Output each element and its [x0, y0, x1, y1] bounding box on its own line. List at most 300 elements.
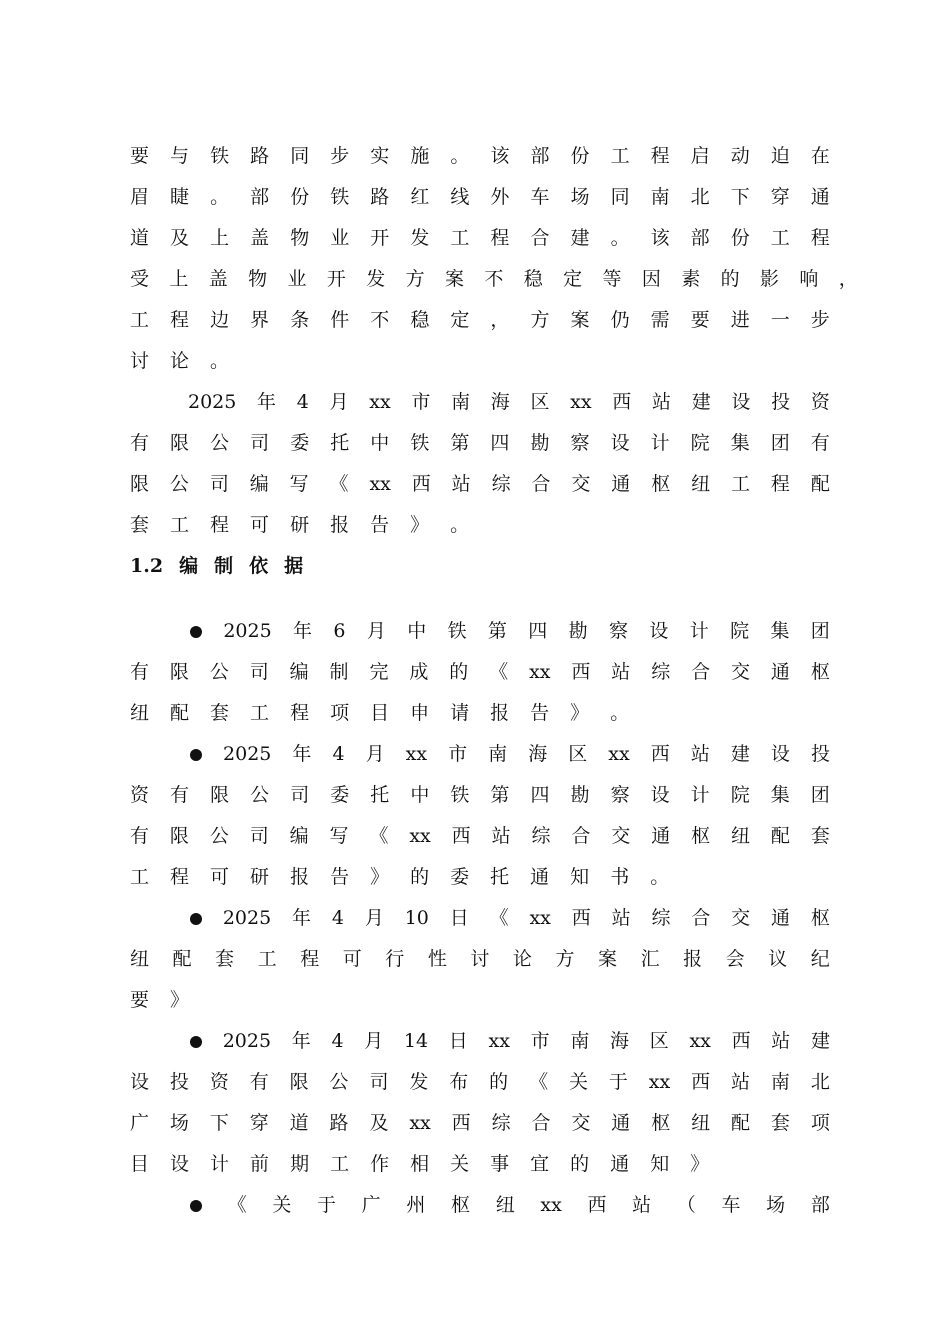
text-token: 站 — [491, 825, 511, 847]
text-token: 投 — [810, 743, 830, 765]
text-token: 月 — [364, 907, 384, 929]
text-token: 综 — [491, 473, 511, 495]
text-token: 公 — [250, 784, 270, 806]
text-token: 站 — [731, 1071, 751, 1093]
text-token: 项 — [810, 1112, 830, 1134]
text-token: 场 — [766, 1194, 786, 1216]
text-token: 汇 — [640, 948, 660, 970]
text-token: 部 — [530, 145, 550, 167]
text-token: 通 — [770, 661, 790, 683]
text-token: 路 — [329, 1112, 349, 1134]
text-token: 设 — [610, 432, 630, 454]
text-token: 2025 — [223, 743, 272, 765]
text-token: 车 — [530, 186, 550, 208]
text-token: 勘 — [568, 620, 588, 642]
text-token: 纽 — [130, 702, 150, 724]
text-token: 期 — [290, 1153, 310, 1175]
text-token: 制 — [214, 555, 234, 577]
text-token: 的 — [410, 866, 430, 888]
text-token: 程 — [170, 866, 190, 888]
text-token: 计 — [690, 784, 710, 806]
text-token: 配 — [170, 702, 190, 724]
text-token: ， — [838, 268, 858, 290]
text-token: 道 — [289, 1112, 309, 1134]
text-token: 通 — [610, 1153, 630, 1175]
text-token: 四 — [528, 620, 548, 642]
text-token: 枢 — [810, 661, 830, 683]
text-token: 勘 — [530, 432, 550, 454]
text-token: 目 — [370, 702, 390, 724]
text-token: 合 — [571, 825, 591, 847]
text-token: 论 — [512, 948, 532, 970]
text-token: 。 — [450, 145, 470, 167]
text-token: 配 — [731, 1112, 751, 1134]
text-token: 睫 — [170, 186, 190, 208]
text-token: 《 — [227, 1194, 247, 1216]
text-token: 案 — [445, 268, 465, 290]
text-token: 编 — [289, 661, 309, 683]
text-token: 外 — [490, 186, 510, 208]
text-token: 份 — [290, 186, 310, 208]
text-token: 程 — [490, 227, 510, 249]
text-token: 计 — [689, 620, 709, 642]
text-token: 交 — [571, 1112, 591, 1134]
text-token: 四 — [490, 432, 510, 454]
text-token: 《 — [329, 473, 349, 495]
text-token: 程 — [650, 145, 670, 167]
text-token: 铁 — [210, 145, 230, 167]
text-token: 西 — [451, 1112, 471, 1134]
text-token: 份 — [570, 145, 590, 167]
text-token: xx — [405, 743, 428, 765]
bullet-item-line — [130, 1185, 830, 1226]
text-line — [130, 857, 830, 898]
text-token: 》 — [170, 989, 190, 1011]
text-token: 2025 — [223, 620, 272, 642]
text-token: 关 — [272, 1194, 292, 1216]
text-token: 海 — [528, 743, 548, 765]
text-token: xx — [488, 1030, 510, 1052]
bullet-dot-icon — [190, 1036, 202, 1048]
text-token: 》 — [410, 514, 430, 536]
text-token: 的 — [489, 1071, 509, 1093]
text-token: 团 — [810, 620, 830, 642]
text-token: 枢 — [810, 907, 830, 929]
text-token: xx — [529, 661, 551, 683]
text-token: 事 — [490, 1153, 510, 1175]
text-token: 论 — [170, 350, 190, 372]
text-token: xx — [689, 1030, 711, 1052]
text-token: 设 — [650, 784, 670, 806]
text-token: 据 — [284, 555, 304, 577]
text-token: 。 — [610, 702, 630, 724]
text-token: 同 — [290, 145, 310, 167]
text-token: 西 — [571, 661, 591, 683]
text-token: 相 — [410, 1153, 430, 1175]
text-token: 可 — [342, 948, 362, 970]
text-token: 纽 — [130, 948, 150, 970]
text-token: 上 — [169, 268, 189, 290]
text-token: 建 — [570, 227, 590, 249]
text-token: 讨 — [470, 948, 490, 970]
text-token: 车 — [721, 1194, 741, 1216]
text-token: 进 — [730, 309, 750, 331]
text-token: 限 — [169, 825, 189, 847]
text-token: 司 — [209, 473, 229, 495]
text-token: 道 — [130, 227, 150, 249]
text-token: 及 — [170, 227, 190, 249]
text-token: 西 — [650, 743, 670, 765]
text-token: 计 — [650, 432, 670, 454]
text-token: 工 — [330, 1153, 350, 1175]
text-token: 编 — [249, 473, 269, 495]
text-token: 发 — [410, 227, 430, 249]
text-token: 月 — [366, 620, 386, 642]
text-token: 因 — [641, 268, 661, 290]
text-token: 关 — [568, 1071, 588, 1093]
text-token: 四 — [530, 784, 550, 806]
text-token: 托 — [490, 866, 510, 888]
text-token: 工 — [250, 702, 270, 724]
text-token: 报 — [683, 948, 703, 970]
text-token: 在 — [810, 145, 830, 167]
text-token: 工 — [130, 866, 150, 888]
text-line — [130, 693, 830, 734]
text-token: 有 — [130, 432, 150, 454]
text-token: 有 — [130, 661, 150, 683]
text-token: 枢 — [691, 825, 711, 847]
text-token: 的 — [570, 1153, 590, 1175]
text-token: 线 — [450, 186, 470, 208]
text-token: 业 — [330, 227, 350, 249]
text-token: 站 — [632, 1194, 652, 1216]
text-token: 程 — [210, 514, 230, 536]
text-token: 北 — [690, 186, 710, 208]
text-token: 界 — [250, 309, 270, 331]
text-token: 4 — [331, 907, 344, 929]
text-token: 成 — [409, 661, 429, 683]
text-token: 司 — [249, 661, 269, 683]
text-token: 报 — [490, 702, 510, 724]
text-token: 托 — [370, 784, 390, 806]
text-line — [130, 775, 830, 816]
text-token: 纪 — [810, 948, 830, 970]
text-token: 目 — [130, 1153, 150, 1175]
text-token: 前 — [250, 1153, 270, 1175]
text-token: 步 — [810, 309, 830, 331]
text-token: 14 — [403, 1030, 429, 1052]
text-token: 西 — [612, 391, 632, 413]
text-token: 程 — [170, 309, 190, 331]
text-token: xx — [409, 825, 431, 847]
text-token: 份 — [730, 227, 750, 249]
text-token: 定 — [563, 268, 583, 290]
text-token: 交 — [731, 907, 751, 929]
text-token: 一 — [770, 309, 790, 331]
text-token: 程 — [770, 473, 790, 495]
text-token: 限 — [289, 1071, 309, 1093]
text-token: 中 — [370, 432, 390, 454]
text-token: 通 — [611, 1112, 631, 1134]
text-token: 配 — [770, 825, 790, 847]
text-token: 。 — [210, 350, 230, 372]
text-token: 市 — [411, 391, 431, 413]
text-token: 站 — [771, 1030, 791, 1052]
text-token: 限 — [210, 784, 230, 806]
text-token: 部 — [810, 1194, 830, 1216]
text-token: 等 — [602, 268, 622, 290]
text-token: 综 — [491, 1112, 511, 1134]
text-token: 发 — [409, 1071, 429, 1093]
text-token: 南 — [570, 1030, 590, 1052]
text-token: 盖 — [208, 268, 228, 290]
text-token: 西 — [691, 1071, 711, 1093]
text-token: 第 — [490, 784, 510, 806]
text-token: 区 — [568, 743, 588, 765]
text-token: 州 — [406, 1194, 426, 1216]
text-token: 书 — [610, 866, 630, 888]
text-token: 套 — [210, 702, 230, 724]
text-token: 响 — [799, 268, 819, 290]
text-line — [130, 1062, 830, 1103]
text-token: 部 — [250, 186, 270, 208]
text-token: 合 — [691, 907, 711, 929]
text-token: 日 — [449, 907, 469, 929]
text-token: 月 — [365, 743, 385, 765]
text-token: 会 — [725, 948, 745, 970]
text-token: 》 — [570, 702, 590, 724]
text-token: 纽 — [731, 825, 751, 847]
text-token: 合 — [691, 661, 711, 683]
text-token: 建 — [810, 1030, 830, 1052]
text-token: 4 — [332, 743, 345, 765]
text-token: 资 — [810, 391, 830, 413]
text-line — [130, 341, 830, 382]
text-token: 纽 — [691, 1112, 711, 1134]
text-token: 告 — [530, 702, 550, 724]
text-token: 综 — [651, 661, 671, 683]
text-line — [130, 816, 830, 857]
text-token: 铁 — [450, 784, 470, 806]
text-token: 设 — [649, 620, 669, 642]
text-token: xx — [570, 391, 592, 413]
text-token: 2025 — [188, 391, 237, 413]
text-token: 场 — [570, 186, 590, 208]
text-token: 上 — [210, 227, 230, 249]
text-token: 南 — [770, 1071, 790, 1093]
text-token: 案 — [570, 309, 590, 331]
text-token: 不 — [370, 309, 390, 331]
text-token: 可 — [210, 866, 230, 888]
text-token: 穿 — [249, 1112, 269, 1134]
text-token: 实 — [370, 145, 390, 167]
text-token: 于 — [317, 1194, 337, 1216]
text-token: 院 — [730, 620, 750, 642]
text-token: 布 — [449, 1071, 469, 1093]
text-token: 《 — [529, 1071, 549, 1093]
text-token: 路 — [250, 145, 270, 167]
text-token: xx — [608, 743, 630, 765]
text-token: 该 — [650, 227, 670, 249]
text-token: 有 — [249, 1071, 269, 1093]
text-token: 有 — [810, 432, 830, 454]
text-token: 通 — [651, 825, 671, 847]
text-token: 稳 — [410, 309, 430, 331]
text-token: 南 — [488, 743, 508, 765]
text-token: 不 — [484, 268, 504, 290]
text-token: 工 — [610, 145, 630, 167]
text-token: 司 — [290, 784, 310, 806]
text-token: 可 — [250, 514, 270, 536]
text-token: 察 — [570, 432, 590, 454]
text-token: 设 — [731, 391, 751, 413]
text-token: ， — [490, 309, 510, 331]
text-token: 稳 — [523, 268, 543, 290]
text-token: 套 — [770, 1112, 790, 1134]
text-line — [130, 259, 858, 300]
text-token: 与 — [170, 145, 190, 167]
text-token: 工 — [170, 514, 190, 536]
text-token: 限 — [170, 432, 190, 454]
text-token: 程 — [300, 948, 320, 970]
text-token: 枢 — [651, 473, 671, 495]
text-token: 的 — [720, 268, 740, 290]
text-token: 10 — [404, 907, 429, 929]
text-token: 盖 — [250, 227, 270, 249]
text-token: 于 — [608, 1071, 628, 1093]
text-token: 年 — [293, 620, 313, 642]
text-token: 申 — [410, 702, 430, 724]
bullet-item-line — [130, 1021, 830, 1062]
text-token: 方 — [530, 309, 550, 331]
text-token: xx — [529, 907, 551, 929]
text-token: xx — [369, 473, 391, 495]
text-token: 站 — [451, 473, 471, 495]
text-token: 知 — [570, 866, 590, 888]
text-token: 施 — [410, 145, 430, 167]
text-token: 条 — [290, 309, 310, 331]
text-token: 讨 — [130, 350, 150, 372]
text-token: 铁 — [447, 620, 467, 642]
text-token: 交 — [571, 473, 591, 495]
text-token: 广 — [130, 1112, 150, 1134]
text-token: 西 — [571, 907, 591, 929]
text-token: 工 — [770, 227, 790, 249]
text-token: 眉 — [130, 186, 150, 208]
text-token: 站 — [690, 743, 710, 765]
text-token: 方 — [555, 948, 575, 970]
text-token: 套 — [810, 825, 830, 847]
bullet-dot-icon — [190, 749, 202, 761]
text-token: 作 — [370, 1153, 390, 1175]
text-token: 程 — [810, 227, 830, 249]
text-token: 配 — [810, 473, 830, 495]
text-token: 要 — [690, 309, 710, 331]
text-token: 有 — [130, 825, 150, 847]
text-token: 部 — [690, 227, 710, 249]
text-token: 步 — [330, 145, 350, 167]
text-token: 物 — [248, 268, 268, 290]
text-token: 要 — [130, 145, 150, 167]
bullet-item-line — [130, 611, 830, 652]
text-token: 勘 — [570, 784, 590, 806]
text-token: 合 — [531, 473, 551, 495]
text-token: 开 — [370, 227, 390, 249]
text-token: 研 — [250, 866, 270, 888]
text-token: xx — [540, 1194, 562, 1216]
text-token: 1.2 — [130, 555, 164, 577]
text-token: 报 — [290, 866, 310, 888]
text-token: 察 — [609, 620, 629, 642]
text-token: 套 — [130, 514, 150, 536]
text-token: 铁 — [330, 186, 350, 208]
text-token: 研 — [290, 514, 310, 536]
text-token: 通 — [530, 866, 550, 888]
text-token: 仍 — [610, 309, 630, 331]
text-token: 。 — [450, 514, 470, 536]
text-line — [130, 382, 830, 423]
text-token: 委 — [450, 866, 470, 888]
text-token: 察 — [610, 784, 630, 806]
text-token: 纽 — [495, 1194, 515, 1216]
text-token: 。 — [210, 186, 230, 208]
section-heading — [130, 546, 830, 587]
text-token: 集 — [770, 784, 790, 806]
text-token: 综 — [531, 825, 551, 847]
text-token: 告 — [330, 866, 350, 888]
text-line — [130, 652, 830, 693]
text-token: 市 — [530, 1030, 550, 1052]
text-token: 年 — [292, 907, 312, 929]
text-token: 该 — [490, 145, 510, 167]
text-token: 委 — [290, 432, 310, 454]
text-token: 委 — [330, 784, 350, 806]
text-token: 月 — [364, 1030, 384, 1052]
text-token: 集 — [730, 432, 750, 454]
text-token: 影 — [760, 268, 780, 290]
text-token: 司 — [249, 825, 269, 847]
text-token: 》 — [370, 866, 390, 888]
text-token: 计 — [210, 1153, 230, 1175]
text-token: 编 — [289, 825, 309, 847]
text-token: 请 — [450, 702, 470, 724]
text-token: xx — [409, 1112, 431, 1134]
text-token: 通 — [611, 473, 631, 495]
text-token: 发 — [366, 268, 386, 290]
text-token: 合 — [531, 1112, 551, 1134]
text-token: 及 — [369, 1112, 389, 1134]
text-token: 团 — [810, 784, 830, 806]
text-token: 院 — [730, 784, 750, 806]
text-token: 《 — [369, 825, 389, 847]
text-token: 《 — [489, 907, 509, 929]
text-token: 中 — [407, 620, 427, 642]
text-token: 工 — [257, 948, 277, 970]
text-token: 公 — [329, 1071, 349, 1093]
text-token: 知 — [650, 1153, 670, 1175]
text-token: 套 — [215, 948, 235, 970]
text-token: 托 — [330, 432, 350, 454]
text-token: 需 — [650, 309, 670, 331]
text-token: 铁 — [410, 432, 430, 454]
text-token: 要 — [130, 989, 150, 1011]
text-token: 行 — [385, 948, 405, 970]
text-token: 集 — [770, 620, 790, 642]
text-token: 枢 — [451, 1194, 471, 1216]
text-token: 通 — [771, 907, 791, 929]
text-token: 编 — [179, 555, 199, 577]
text-token: 完 — [369, 661, 389, 683]
